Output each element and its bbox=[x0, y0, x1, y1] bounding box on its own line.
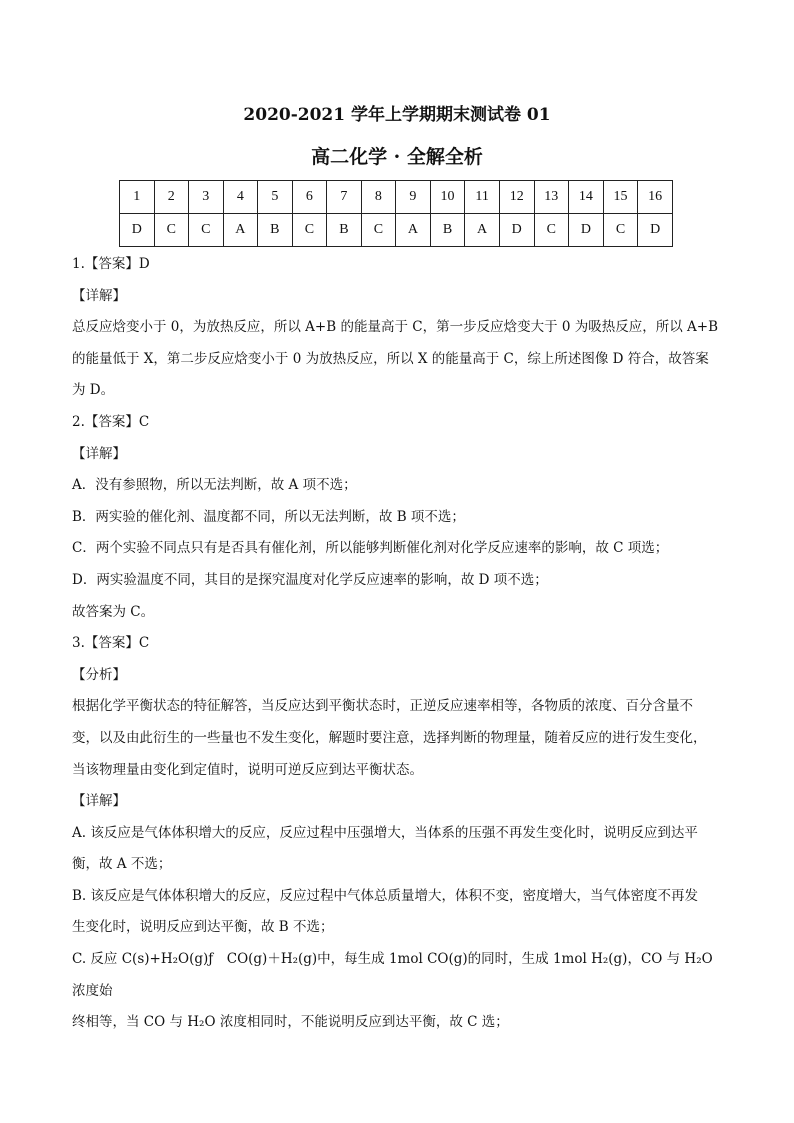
q3-option-a: A. 该反应是气体体积增大的反应，反应过程中压强增大，当体系的压强不再发生变化时，说明反应到达平 bbox=[72, 824, 698, 841]
answer-cell: B bbox=[258, 214, 293, 247]
question-number: 16 bbox=[638, 181, 673, 214]
q1-detail-line: 的能量低于 X，第二步反应焓变小于 0 为放热反应，所以 X 的能量高于 C，综上所述图像 D 符合，故答案 bbox=[72, 350, 709, 367]
q3-option-b: B. 该反应是气体体积增大的反应，反应过程中气体总质量增大，体积不变，密度增大，当气体密度不再发 bbox=[72, 887, 699, 904]
q2-conclusion: 故答案为 C。 bbox=[72, 603, 155, 620]
q3-analysis-line: 当该物理量由变化到定值时，说明可逆反应到达平衡状态。 bbox=[72, 761, 423, 778]
answer-cell: D bbox=[569, 214, 604, 247]
answer-cell: C bbox=[292, 214, 327, 247]
answer-cell: C bbox=[154, 214, 189, 247]
q1-answer: 1.【答案】D bbox=[72, 256, 150, 272]
q1-detail-heading: 【详解】 bbox=[72, 287, 126, 304]
question-number: 13 bbox=[534, 181, 569, 214]
answer-cell: C bbox=[361, 214, 396, 247]
q3-option-c-cont: 终相等，当 CO 与 H₂O 浓度相同时，不能说明反应到达平衡，故 C 选； bbox=[72, 1014, 509, 1031]
q3-option-b-cont: 生变化时，说明反应到达平衡，故 B 不选； bbox=[72, 919, 334, 936]
q3-answer: 3.【答案】C bbox=[72, 635, 150, 652]
question-number: 8 bbox=[361, 181, 396, 214]
answer-cell: A bbox=[396, 214, 431, 247]
question-number: 7 bbox=[327, 181, 362, 214]
answer-cell: D bbox=[499, 214, 534, 247]
question-number: 1 bbox=[120, 181, 155, 214]
answer-cell: C bbox=[189, 214, 224, 247]
answer-cell: D bbox=[638, 214, 673, 247]
q3-analysis-heading: 【分析】 bbox=[72, 666, 126, 683]
q3-analysis-line: 根据化学平衡状态的特征解答，当反应达到平衡状态时，正逆反应速率相等，各物质的浓度、百分含量不 bbox=[72, 698, 693, 715]
q3-option-c: C. 反应 C(s)+H₂O(g)ƒ CO(g)＋H₂(g)中，每生成 1mol CO(g)的同时，生成 1mol H₂(g)，CO 与 H₂O 浓度始 bbox=[72, 951, 713, 999]
answer-cell: B bbox=[430, 214, 465, 247]
question-number: 12 bbox=[499, 181, 534, 214]
answer-cell: C bbox=[534, 214, 569, 247]
question-number: 3 bbox=[189, 181, 224, 214]
q3-analysis-line: 变，以及由此衍生的一些量也不发生变化，解题时要注意，选择判断的物理量，随着反应的进行发生变化， bbox=[72, 729, 707, 746]
question-number: 14 bbox=[569, 181, 604, 214]
answer-table bbox=[119, 180, 673, 247]
answer-table-number-row bbox=[120, 181, 673, 214]
q2-option-a: A．没有参照物，所以无法判断，故 A 项不选； bbox=[72, 477, 357, 494]
page-subtitle: 高二化学 · 全解全析 bbox=[311, 146, 483, 168]
q1-detail-line: 总反应焓变小于 0，为放热反应，所以 A+B 的能量高于 C，第一步反应焓变大于 0 为吸热反应，所以 A+B bbox=[72, 319, 719, 336]
question-number: 11 bbox=[465, 181, 500, 214]
answer-cell: C bbox=[603, 214, 638, 247]
q3-detail-heading: 【详解】 bbox=[72, 793, 126, 810]
question-number: 5 bbox=[258, 181, 293, 214]
page-title: 2020-2021 学年上学期期末测试卷 01 bbox=[243, 105, 551, 125]
question-number: 4 bbox=[223, 181, 258, 214]
question-number: 15 bbox=[603, 181, 638, 214]
q2-option-c: C．两个实验不同点只有是否具有催化剂，所以能够判断催化剂对化学反应速率的影响，故 C 项选； bbox=[72, 540, 669, 557]
question-number: 9 bbox=[396, 181, 431, 214]
q2-option-d: D．两实验温度不同，其目的是探究温度对化学反应速率的影响，故 D 项不选； bbox=[72, 571, 548, 588]
q3-option-a-cont: 衡，故 A 不选； bbox=[72, 856, 172, 873]
answer-cell: B bbox=[327, 214, 362, 247]
explanation-body bbox=[72, 249, 722, 1039]
q2-answer: 2.【答案】C bbox=[72, 413, 150, 430]
question-number: 6 bbox=[292, 181, 327, 214]
q2-option-b: B．两实验的催化剂、温度都不同，所以无法判断，故 B 项不选； bbox=[72, 508, 465, 525]
q2-detail-heading: 【详解】 bbox=[72, 445, 126, 462]
q1-detail-line: 为 D。 bbox=[72, 382, 115, 399]
question-number: 10 bbox=[430, 181, 465, 214]
question-number: 2 bbox=[154, 181, 189, 214]
answer-cell: A bbox=[465, 214, 500, 247]
answer-cell: D bbox=[120, 214, 155, 247]
answer-table-answer-row bbox=[120, 214, 673, 247]
answer-cell: A bbox=[223, 214, 258, 247]
